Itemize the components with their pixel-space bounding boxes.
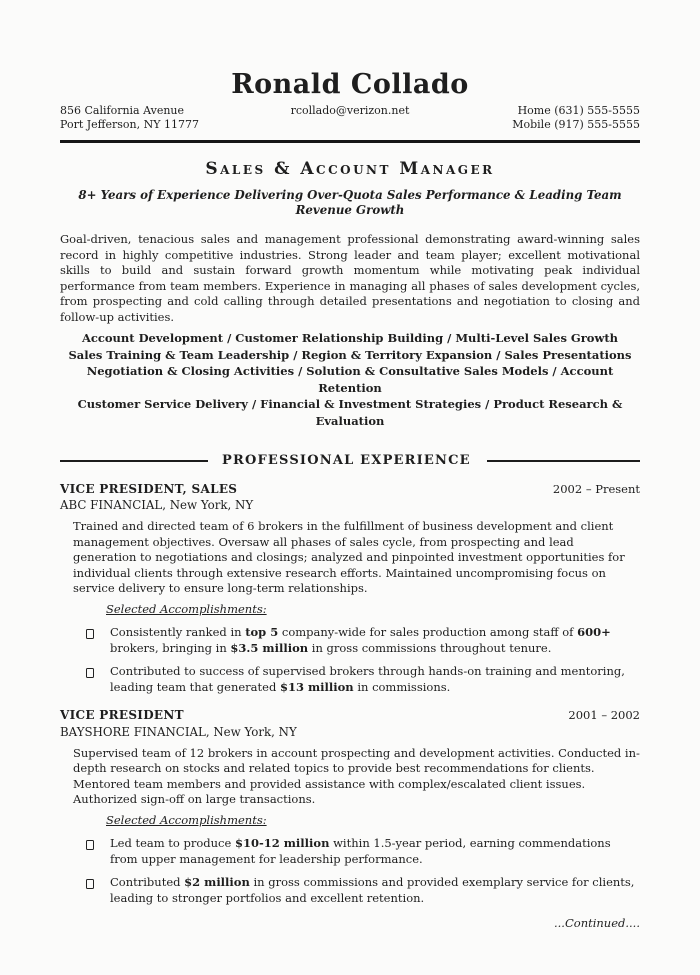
phone-mobile: Mobile (917) 555-5555 (512, 117, 640, 131)
job-entry (60, 708, 640, 906)
resume-document (0, 70, 700, 932)
square-bullet-icon (86, 879, 94, 889)
resume-headline: Sales & Account Manager (205, 159, 495, 179)
job-title: VICE PRESIDENT (60, 708, 184, 722)
keywords-block (60, 330, 640, 429)
job-entry (60, 482, 640, 696)
keywords-line: Customer Service Delivery / Financial & Investment Strategies / Product Research & Evaluation (77, 397, 623, 428)
square-bullet-icon (86, 668, 94, 678)
job-company: ABC FINANCIAL, New York, NY (60, 498, 254, 512)
job-company: BAYSHORE FINANCIAL, New York, NY (60, 724, 297, 739)
accomplishment-bullet (86, 836, 640, 867)
experience-section-heading (60, 453, 640, 469)
job-dates: 2001 – 2002 (568, 708, 640, 722)
keywords-line: Account Development / Customer Relationship Building / Multi-Level Sales Growth (81, 331, 619, 345)
contact-row (60, 104, 640, 131)
address-line-1: 856 California Avenue (60, 104, 185, 117)
resume-tagline: 8+ Years of Experience Delivering Over-Quota Sales Performance & Leading Team Revenue Growth (78, 188, 622, 217)
person-name: Ronald Collado (231, 69, 469, 100)
experience-heading-label: PROFESSIONAL EXPERIENCE (222, 453, 471, 468)
job-dates: 2002 – Present (552, 481, 640, 496)
accomplishment-bullet (86, 875, 640, 906)
square-bullet-icon (86, 629, 94, 639)
address-line-2: Port Jefferson, NY 11777 (60, 117, 199, 131)
summary-paragraph: Goal-driven, tenacious sales and management professional demonstrating award-winning sales record in highly competitive industries. Strong leader and team player; excellent motivational skills to build and sustain forward growth momentum while motivating peak individual performance from team members. Experience in managing all phases of sales development cycles, from prospecting and cold calling through detailed presentations and negotiation to closing and follow-up activities. (60, 232, 640, 324)
heading-rule-right (487, 460, 640, 462)
bullet-text: Contributed $2 million in gross commissions and provided exemplary service for clients, leading to stronger portfolios and excellent retention. (110, 875, 635, 905)
phone-home: Home (631) 555-5555 (517, 104, 640, 117)
bullet-text: Consistently ranked in top 5 company-wide for sales production among staff of 600+ brokers, bringing in $3.5 million in gross commissions throughout tenure. (110, 625, 611, 655)
accomplishments-label: Selected Accomplishments: (106, 601, 267, 616)
keywords-line: Negotiation & Closing Activities / Solution & Consultative Sales Models / Account Retention (86, 364, 614, 395)
job-title: VICE PRESIDENT, SALES (60, 481, 238, 496)
job-header (60, 708, 640, 724)
keywords-line: Sales Training & Team Leadership / Region & Territory Expansion / Sales Presentations (68, 347, 632, 362)
contact-email: rcollado@verizon.net (290, 104, 410, 117)
accomplishment-bullet (86, 625, 640, 656)
continued-note: ...Continued.... (554, 916, 640, 930)
contact-phones (459, 104, 640, 131)
bullet-text: Led team to produce $10-12 million within 1.5-year period, earning commendations from upper management for leadership performance. (110, 836, 611, 866)
job-description: Supervised team of 12 brokers in account prospecting and development activities. Conducted in-depth research on stocks and related topics to provide best recommendations for clients. Mentored team members and provided assistance with complex/escalated client issues. Authorized sign-off on large transactions. (73, 745, 640, 806)
accomplishment-bullet (86, 664, 640, 695)
square-bullet-icon (86, 840, 94, 850)
contact-address (60, 104, 241, 131)
heading-rule-left (60, 460, 208, 462)
job-description: Trained and directed team of 6 brokers in the fulfillment of business development and client management objectives. Oversaw all phases of sales cycle, from prospecting and lead generation to negotiations and closings; analyzed and pinpointed investment opportunities for individual clients through extensive research efforts. Maintained uncompromising focus on service delivery to ensure long-term relationships. (73, 519, 625, 595)
bullet-text: Contributed to success of supervised brokers through hands-on training and mentoring, leading team that generated $13 million in commissions. (110, 664, 625, 694)
job-header (60, 482, 640, 498)
header-divider (60, 140, 640, 143)
accomplishments-label: Selected Accomplishments: (106, 812, 267, 827)
